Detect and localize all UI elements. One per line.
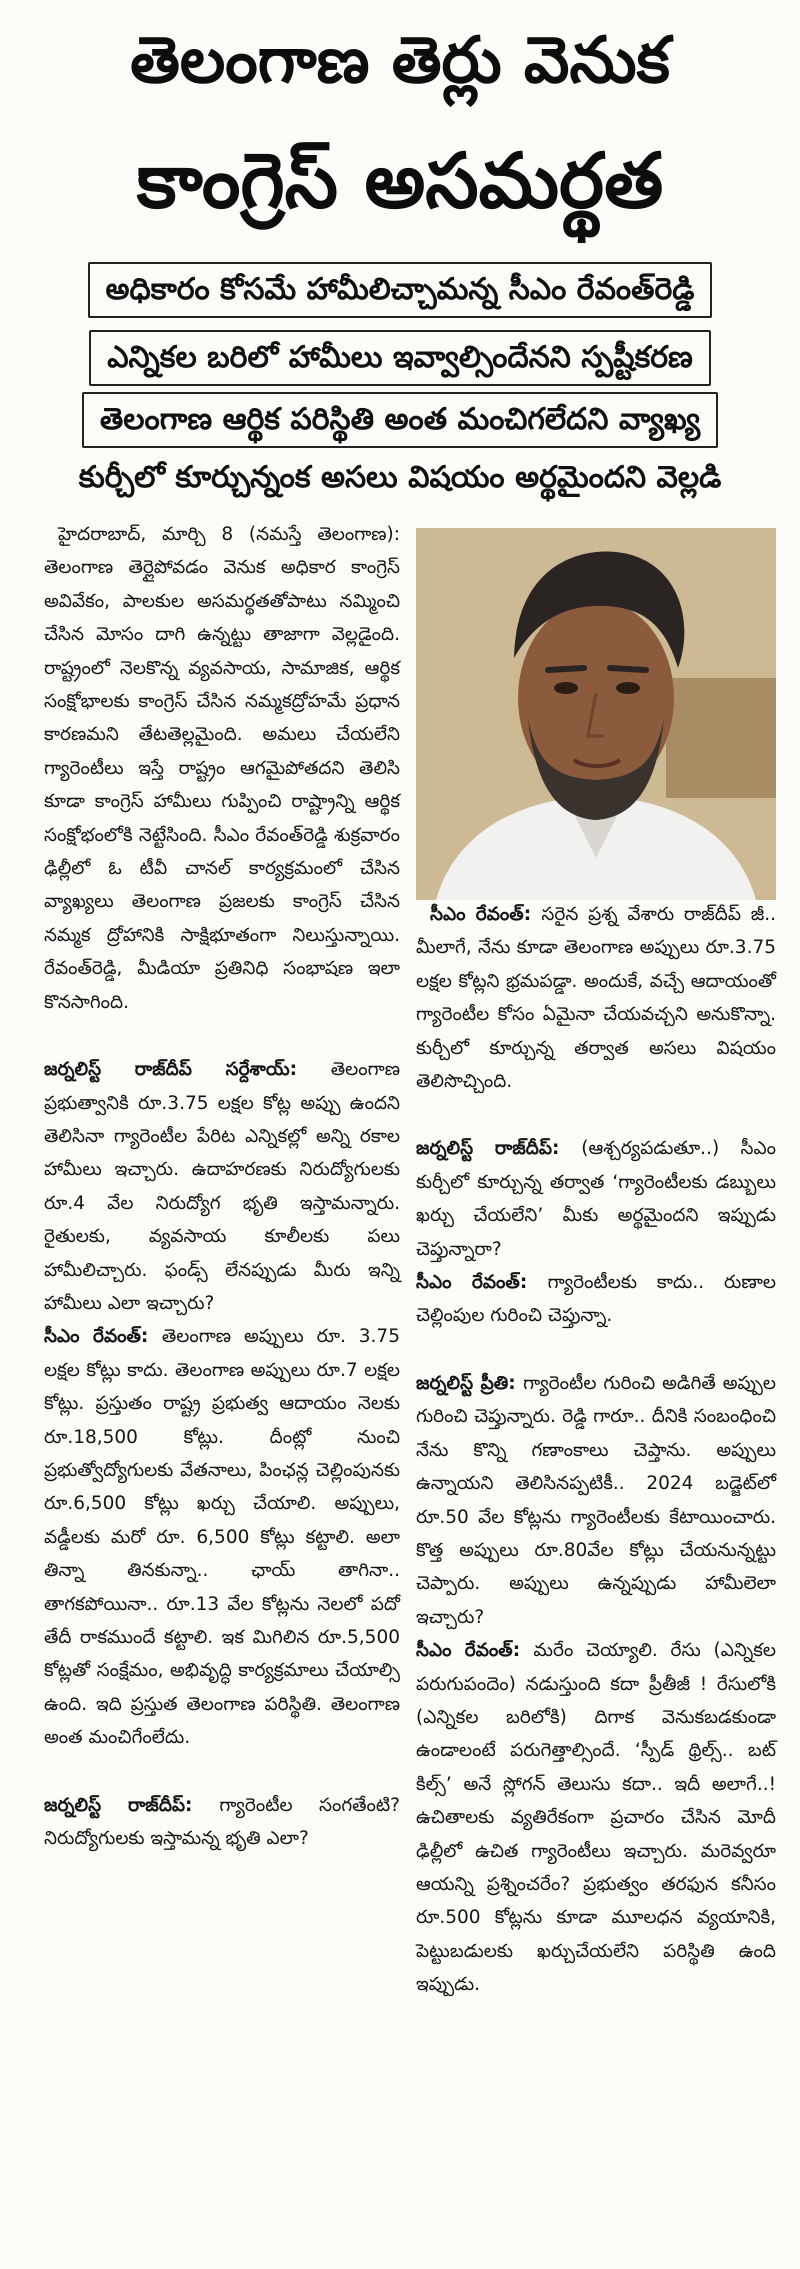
paragraph-text: గ్యారెంటీలకు కాదు.. రుణాల చెల్లింపుల గురించి చెప్తున్నా. xyxy=(416,1272,776,1327)
speaker-label: సీఎం రేవంత్: xyxy=(44,1326,149,1348)
article-paragraph xyxy=(44,1053,400,1320)
speaker-label: జర్నలిస్ట్ రాజ్‌దీప్: xyxy=(416,1138,560,1160)
article-paragraph xyxy=(44,1320,400,1754)
portrait-illustration xyxy=(416,528,776,900)
speaker-label: సీఎం రేవంత్: xyxy=(416,1272,528,1294)
speaker-label: జర్నలిస్ట్ రాజ్‌దీప్: xyxy=(44,1794,193,1816)
article-right-column xyxy=(416,898,776,2002)
article-paragraph xyxy=(44,1789,400,1856)
subhead-1 xyxy=(0,262,800,318)
subhead-2 xyxy=(0,330,800,386)
paragraph-text: గ్యారెంటీల గురించి అడిగితే అప్పుల గురించి చెప్తున్నారు. రెడ్డి గారూ.. దీనికి సంబంధించి నేను కొన్ని గణాంకాలు చెప్తాను. అప్పులు ఉన్నాయని తెలిసినప్పటికీ.. 2024 బడ్జెట్‌లో రూ.50 వేల కోట్లను గ్యారెంటీలకు కేటాయించారు. కొత్త అప్పులు రూ.80వేల కోట్లు చేయనున్నట్టు చెప్పారు. అప్పులు ఉన్నప్పుడు హామీలెలా ఇచ్చారు? xyxy=(416,1372,776,1628)
article-paragraph xyxy=(416,1266,776,1333)
subhead-4-text: కుర్చీలో కూర్చున్నంక అసలు విషయం అర్థమైందని వెల్లడి xyxy=(78,460,722,495)
paragraph-text: గ్యారెంటీల సంగతేంటి? నిరుద్యోగులకు ఇస్తామన్న భృతి ఎలా? xyxy=(44,1794,400,1850)
paragraph-text: (ఆశ్చర్యపడుతూ..) సీఎం కుర్చీలో కూర్చున్న తర్వాత ‘గ్యారెంటీలకు డబ్బులు ఖర్చు చేయలేని’ మీకు అర్థమైందని ఇప్పుడు చెప్తున్నారా? xyxy=(416,1138,776,1260)
subhead-1-text: అధికారం కోసమే హామీలిచ్చామన్న సీఎం రేవంత్‌రెడ్డి xyxy=(88,262,713,318)
headline-line-2: కాంగ్రెస్ అసమర్థత xyxy=(136,136,664,225)
subhead-3-text: తెలంగాణ ఆర్థిక పరిస్థితి అంత మంచిగలేదని వ్యాఖ్య xyxy=(82,392,718,448)
speaker-label: జర్నలిస్ట్ రాజ్‌దీప్ సర్దేశాయ్: xyxy=(44,1059,298,1081)
paragraph-text: సరైన ప్రశ్న వేశారు రాజ్‌దీప్ జీ.. మీలాగే, నేను కూడా తెలంగాణ అప్పులు రూ.3.75 లక్షల కోట్లని భ్రమపడ్డా. అందుకే, వచ్చే ఆదాయంతో గ్యారెంటీల కోసం ఏమైనా చేయవచ్చని అనుకొన్నా. కుర్చీలో కూర్చున్న తర్వాత అసలు విషయం తెలిసొచ్చింది. xyxy=(416,904,776,1093)
speaker-label: సీఎం రేవంత్: xyxy=(430,904,532,925)
article-paragraph xyxy=(416,1132,776,1266)
paragraph-text: మరేం చెయ్యాలి. రేసు (ఎన్నికల పరుగుపందెం) నడుస్తుంది కదా ప్రీతీజీ ! రేసులోకి (ఎన్నికల బరిలోకి) దిగాక వెనుకబడకుండా ఉండాలంటే పరుగెత్తాల్సిందే. ‘స్పీడ్ థ్రిల్స్.. బట్ కిల్స్’ అనే స్లోగన్ తెలుసు కదా.. ఇదీ అలాగే..! ఉచితాలకు వ్యతిరేకంగా ప్రచారం చేసిన మోదీ ఢిల్లీలో ఉచిత గ్యారెంటీలు ఇచ్చారు. మరెవ్వరూ ఆయన్ని ప్రశ్నించరేం? ప్రభుత్వం తరఫున కనీసం రూ.500 కోట్లను కూడా మూలధన వ్యయానికి, పెట్టుబడులకు ఖర్చుచేయలేని పరిస్థితి ఉంది ఇప్పుడు. xyxy=(416,1640,776,1996)
article-paragraph xyxy=(416,1367,776,1634)
article-paragraph xyxy=(416,1634,776,2001)
paragraph-text: హైదరాబాద్, మార్చి 8 (నమస్తే తెలంగాణ): తెలంగాణ తెర్లైపోవడం వెనుక అధికార కాంగ్రెస్ అవివేకం, పాలకుల అసమర్థతతోపాటు నమ్మించి చేసిన మోసం దాగి ఉన్నట్టు తాజాగా వెల్లడైంది. రాష్ట్రంలో నెలకొన్న వ్యవసాయ, సామాజిక, ఆర్థిక సంక్షోభాలకు కాంగ్రెస్ చేసిన నమ్మకద్రోహమే ప్రధాన కారణమని తేటతెల్లమైంది. అమలు చేయలేని గ్యారెంటీలు ఇస్తే రాష్ట్రం ఆగమైపోతదని తెలిసి కూడా కాంగ్రెస్ హామీలు గుప్పించి రాష్ట్రాన్ని ఆర్థిక సంక్షోభంలోకి నెట్టేసింది. సీఎం రేవంత్‌రెడ్డి శుక్రవారం ఢిల్లీలో ఓ టీవీ చానల్ కార్యక్రమంలో చేసిన వ్యాఖ్యలు తెలంగాణ ప్రజలకు కాంగ్రెస్ చేసిన నమ్మక ద్రోహానికి సాక్షిభూతంగా నిలుస్తున్నాయి. రేవంత్‌రెడ్డి, మీడియా ప్రతినిధి సంభాషణ ఇలా కొనసాగింది. xyxy=(44,524,400,1013)
subhead-2-text: ఎన్నికల బరిలో హామీలు ఇవ్వాల్సిందేనని స్పష్టీకరణ xyxy=(89,330,711,386)
article-paragraph xyxy=(44,518,400,1019)
paragraph-text: తెలంగాణ అప్పులు రూ. 3.75 లక్షల కోట్లు కాదు. తెలంగాణ అప్పులు రూ.7 లక్షల కోట్లు. ప్రస్తుతం రాష్ట్ర ప్రభుత్వ ఆదాయం నెలకు రూ.18,500 కోట్లు. దీంట్లో నుంచి ప్రభుత్వోద్యోగులకు వేతనాలు, పింఛన్ల చెల్లింపునకు రూ.6,500 కోట్లు ఖర్చు చేయాలి. అప్పులు, వడ్డీలకు మరో రూ. 6,500 కోట్లు కట్టాలి. అలా తిన్నా తినకున్నా.. ఛాయ్ తాగినా.. తాగకపోయినా.. రూ.13 వేల కోట్లను నెలలో పదో తేదీ రాకముందే కట్టాలి. ఇక మిగిలిన రూ.5,500 కోట్లతో సంక్షేమం, అభివృద్ధి కార్యక్రమాలు చేయాల్సి ఉంది. ఇది ప్రస్తుత తెలంగాణ పరిస్థితి. తెలంగాణ అంత మంచిగేంలేదు. xyxy=(44,1326,400,1749)
speaker-label: జర్నలిస్ట్ ప్రీతి: xyxy=(416,1372,516,1394)
subhead-4 xyxy=(0,452,800,504)
headline-line-1: తెలంగాణ తెర్లు వెనుక xyxy=(130,24,670,98)
revanth-reddy-photo xyxy=(416,528,776,900)
article-left-column xyxy=(44,518,400,1855)
speaker-label: సీఎం రేవంత్: xyxy=(416,1640,521,1662)
paragraph-text: తెలంగాణ ప్రభుత్వానికి రూ.3.75 లక్షల కోట్ల అప్పు ఉందని తెలిసినా గ్యారెంటీల పేరిట ఎన్నికల్లో అన్ని రకాల హామీలు ఇచ్చారు. ఉదాహరణకు నిరుద్యోగులకు రూ.4 వేల నిరుద్యోగ భృతి ఇస్తామన్నారు. రైతులకు, వ్యవసాయ కూలీలకు పలు హామీలిచ్చారు. ఫండ్స్ లేనప్పుడు మీరు ఇన్ని హామీలు ఎలా ఇచ్చారు? xyxy=(44,1059,400,1314)
article-paragraph xyxy=(416,898,776,1098)
subhead-3 xyxy=(0,392,800,448)
